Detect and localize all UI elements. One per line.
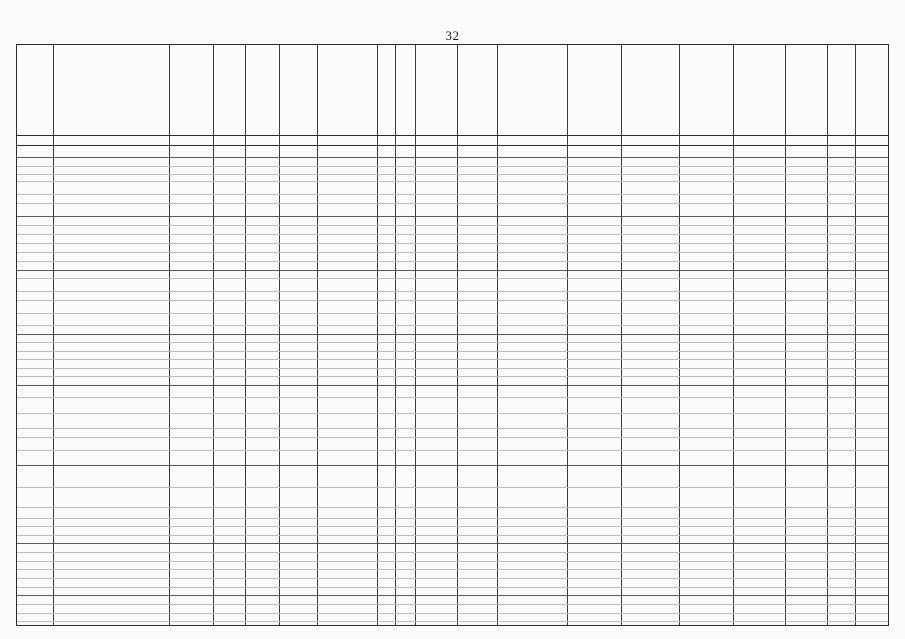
table-row-line <box>17 368 888 369</box>
table-row-line <box>17 487 888 488</box>
table-row-line <box>17 234 888 235</box>
table-column-line <box>245 45 246 625</box>
table-row-line <box>17 174 888 175</box>
table-row-line <box>17 535 888 536</box>
table-column-line <box>733 45 734 625</box>
table-row-line <box>17 578 888 579</box>
table-row-line <box>17 157 888 158</box>
table-column-line <box>827 45 828 625</box>
table-column-line <box>415 45 416 625</box>
table-row-line <box>17 437 888 438</box>
table-column-line <box>317 45 318 625</box>
table-row-line <box>17 216 888 217</box>
table-row-line <box>17 604 888 605</box>
table-row-line <box>17 334 888 335</box>
table-row-line <box>17 359 888 360</box>
table-column-number-band <box>17 135 888 146</box>
table-column-line <box>377 45 378 625</box>
table-row-line <box>17 194 888 195</box>
table-row-line <box>17 613 888 614</box>
table-row-line <box>17 278 888 279</box>
table-column-line <box>279 45 280 625</box>
table-column-line <box>621 45 622 625</box>
table-row-line <box>17 621 888 622</box>
table-row-line <box>17 166 888 167</box>
table-column-line <box>679 45 680 625</box>
table-column-line <box>855 45 856 625</box>
table-row-line <box>17 252 888 253</box>
table-column-line <box>457 45 458 625</box>
table-row-line <box>17 428 888 429</box>
table-row-line <box>17 569 888 570</box>
table-row-line <box>17 587 888 588</box>
table-row-line <box>17 225 888 226</box>
table-column-line <box>213 45 214 625</box>
table-row-line <box>17 413 888 414</box>
table-row-line <box>17 595 888 596</box>
table-row-line <box>17 552 888 553</box>
table-row-line <box>17 291 888 292</box>
table-column-line <box>497 45 498 625</box>
table-row-line <box>17 526 888 527</box>
table-row-line <box>17 261 888 262</box>
table-row-line <box>17 376 888 377</box>
table-row-line <box>17 351 888 352</box>
table-row-line <box>17 342 888 343</box>
table-column-line <box>567 45 568 625</box>
table-row-line <box>17 507 888 508</box>
table-row-line <box>17 203 888 204</box>
table-row-line <box>17 465 888 466</box>
table-column-line <box>785 45 786 625</box>
table-row-line <box>17 325 888 326</box>
table-row-line <box>17 243 888 244</box>
table-row-line <box>17 300 888 301</box>
table-header-band <box>17 45 888 136</box>
table-row-line <box>17 397 888 398</box>
table-row-line <box>17 270 888 271</box>
document-table <box>16 44 889 626</box>
table-row-line <box>17 313 888 314</box>
table-row-line <box>17 561 888 562</box>
table-column-line <box>395 45 396 625</box>
table-row-line <box>17 450 888 451</box>
table-column-line <box>169 45 170 625</box>
table-row-line <box>17 543 888 544</box>
table-column-line <box>53 45 54 625</box>
table-row-line <box>17 385 888 386</box>
page-number: 32 <box>445 28 460 43</box>
table-row-line <box>17 181 888 182</box>
table-row-line <box>17 518 888 519</box>
